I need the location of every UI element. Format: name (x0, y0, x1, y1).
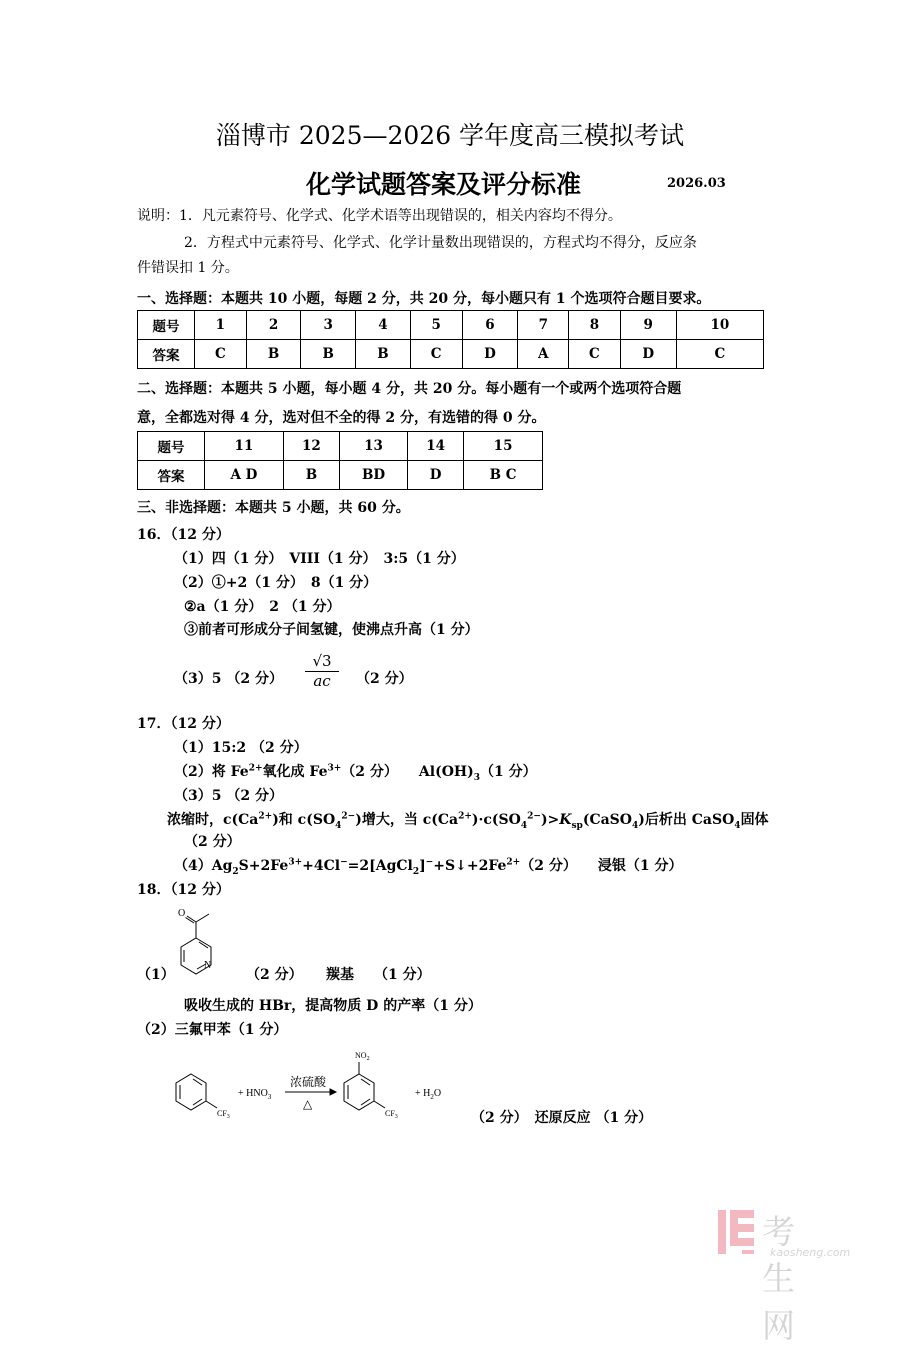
q18-functional-group: 羰基 (326, 967, 354, 983)
section2-heading-line-2: 意，全都选对得 4 分，选对但不全的得 2 分，有选错的得 0 分。 (137, 410, 546, 426)
subscript: 4 (335, 820, 342, 831)
question-number: 14 (408, 432, 464, 461)
q17-part2-text: （2）将 Fe (174, 764, 249, 780)
charge: 2+ (248, 763, 263, 774)
text: )> (540, 812, 560, 828)
charge: − (425, 857, 434, 868)
q17-part2-text: 氧化成 Fe (262, 764, 328, 780)
logo-url: kaosheng.com (770, 1246, 851, 1259)
no2-text: NO (355, 1051, 367, 1060)
subscript: sp (571, 820, 583, 831)
cf3-label (217, 1109, 230, 1120)
subscript: 3 (394, 1114, 398, 1120)
answer-cell: B (356, 340, 411, 369)
section1-answer-table (137, 310, 764, 369)
fraction-denominator: ac (305, 671, 339, 690)
charge: − (340, 857, 348, 868)
q18-part1-score: （2 分） (246, 967, 303, 983)
q16-header: 16．（12 分） (137, 527, 230, 543)
q16-part2: （2）①+2（1 分） 8（1 分） (174, 575, 378, 591)
h2o-text: + H (415, 1088, 431, 1099)
note-line-3: 件错误扣 1 分。 (137, 260, 239, 276)
answer-row (138, 461, 543, 490)
section2-answer-table (137, 431, 543, 490)
subscript: 4 (734, 820, 741, 831)
text: )·c(SO (471, 812, 521, 828)
catalyst-label: 浓硫酸 (290, 1075, 327, 1089)
no2-label (355, 1051, 370, 1062)
text: =2[AgCl (347, 858, 413, 874)
cf3-text: CF (217, 1109, 227, 1118)
section2-heading-line-1: 二、选择题：本题共 5 小题，每小题 4 分，共 20 分。每小题有一个或两个选项符合题 (137, 381, 682, 397)
row-label: 答案 (138, 461, 205, 490)
question-number: 7 (518, 311, 569, 340)
answer-cell: D (408, 461, 464, 490)
q16-part2-sub3: ③前者可形成分子间氢键，使沸点升高（1 分） (184, 622, 479, 638)
answer-cell: B C (464, 461, 543, 490)
text: （4）Ag (174, 858, 233, 874)
q18-group-score: （1 分） (374, 967, 431, 983)
cf3-label (385, 1109, 398, 1120)
cf3-text: CF (385, 1109, 395, 1118)
q17-header: 17．（12 分） (137, 716, 230, 732)
subscript: 3 (473, 772, 481, 783)
answer-cell: B (246, 340, 301, 369)
charge: 3+ (327, 763, 342, 774)
logo-icon (714, 1206, 758, 1258)
q16-fraction (305, 652, 339, 690)
q17-part2-text: （2 分） Al(OH) (341, 764, 474, 780)
q17-part1: （1）15:2 （2 分） (174, 740, 308, 756)
q16-part2-sub2: ②a（1 分） 2 （1 分） (184, 599, 341, 615)
q18-part2-score: （2 分） 还原反应 （1 分） (471, 1110, 653, 1126)
page-title: 淄博市 2025—2026 学年度高三模拟考试 (215, 121, 685, 150)
q18-part2: （2）三氟甲苯（1 分） (137, 1022, 288, 1038)
charge: 2+ (258, 811, 273, 822)
question-number: 4 (356, 311, 411, 340)
hno3-reagent (238, 1088, 272, 1101)
answer-cell: B (283, 461, 339, 490)
q18-part1-reason: 吸收生成的 HBr，提高物质 D 的产率（1 分） (184, 998, 482, 1014)
question-number: 5 (410, 311, 462, 340)
text: )增大，当 c(Ca (355, 812, 459, 828)
question-row (138, 432, 543, 461)
logo-brand: 考生网 (762, 1212, 796, 1345)
section3-heading: 三、非选择题：本题共 5 小题，共 60 分。 (137, 500, 410, 516)
text: +S↓+2Fe (433, 858, 507, 874)
answer-cell: A D (205, 461, 284, 490)
charge: 3+ (288, 857, 303, 868)
fraction-numerator: √3 (312, 652, 332, 670)
question-number: 6 (462, 311, 518, 340)
note-line-2: 2．方程式中元素符号、化学式、化学计量数出现错误的，方程式均不得分，反应条 (184, 235, 697, 251)
subscript: 2 (412, 866, 420, 877)
subscript: 4 (632, 820, 639, 831)
q16-part3: （3）5 （2 分） (174, 671, 283, 687)
question-number: 9 (620, 311, 676, 340)
answer-cell: D (620, 340, 676, 369)
q17-part3-score: （2 分） (184, 834, 241, 850)
row-label: 题号 (138, 311, 195, 340)
charge: 2− (341, 811, 356, 822)
answer-cell: C (676, 340, 763, 369)
row-label: 题号 (138, 432, 205, 461)
text: (CaSO (582, 812, 632, 828)
text: S+2Fe (238, 858, 289, 874)
nitrogen-label: N (204, 960, 212, 971)
q17-part2-text: （1 分） (480, 764, 537, 780)
text: )后析出 CaSO (638, 812, 735, 828)
answer-cell: C (569, 340, 621, 369)
question-number: 11 (205, 432, 284, 461)
q16-part1: （1）四（1 分） VIII（1 分） 3:5（1 分） (174, 551, 465, 567)
nitration-equation (160, 1040, 460, 1130)
row-label: 答案 (138, 340, 195, 369)
q17-part2 (174, 761, 537, 781)
text: ] (419, 858, 426, 874)
answer-cell: A (518, 340, 569, 369)
acetylpyridine-structure (168, 898, 228, 978)
q18-part1-label: （1） (137, 967, 175, 983)
q17-part3-explanation (167, 809, 769, 829)
answer-cell: C (195, 340, 247, 369)
water-product (415, 1088, 441, 1101)
q17-part3: （3）5 （2 分） (174, 788, 283, 804)
text: )和 c(SO (272, 812, 336, 828)
charge: 2+ (506, 857, 521, 868)
exam-date: 2026.03 (667, 176, 726, 191)
question-number: 1 (195, 311, 247, 340)
answer-cell: BD (339, 461, 407, 490)
text: 固体 (740, 812, 769, 828)
question-number: 15 (464, 432, 543, 461)
answer-row (138, 340, 764, 369)
answer-cell: C (410, 340, 462, 369)
subscript: 2 (430, 1093, 434, 1101)
q16-part3-score: （2 分） (356, 671, 413, 687)
question-number: 10 (676, 311, 763, 340)
hno3-text: + HNO (238, 1088, 268, 1099)
heat-symbol: △ (303, 1097, 313, 1111)
subscript: 3 (226, 1114, 230, 1120)
q18-header: 18．（12 分） (137, 882, 230, 898)
subscript: 2 (366, 1056, 370, 1062)
note-line-1: 说明：1．凡元素符号、化学式、化学术语等出现错误的，相关内容均不得分。 (137, 208, 622, 224)
subscript: 2 (232, 866, 239, 877)
ksp-symbol: K (559, 812, 572, 828)
answer-cell: D (462, 340, 518, 369)
h2o-text: O (433, 1088, 442, 1099)
charge: 2− (527, 811, 541, 822)
subscript: 3 (267, 1093, 272, 1101)
question-number: 2 (246, 311, 301, 340)
page-subtitle: 化学试题答案及评分标准 (306, 170, 582, 199)
question-number: 13 (339, 432, 407, 461)
q17-part4 (174, 855, 682, 875)
text: （2 分） 浸银（1 分） (520, 858, 683, 874)
question-number: 8 (569, 311, 621, 340)
oxygen-label: O (178, 908, 186, 919)
section1-heading: 一、选择题：本题共 10 小题，每题 2 分，共 20 分，每小题只有 1 个选项符合题目要求。 (137, 291, 711, 307)
text: +4Cl (302, 858, 341, 874)
subscript: 4 (520, 820, 528, 831)
question-number: 3 (301, 311, 356, 340)
question-row (138, 311, 764, 340)
answer-cell: B (301, 340, 356, 369)
text: 浓缩时，c(Ca (167, 812, 259, 828)
charge: 2+ (458, 811, 472, 822)
question-number: 12 (283, 432, 339, 461)
